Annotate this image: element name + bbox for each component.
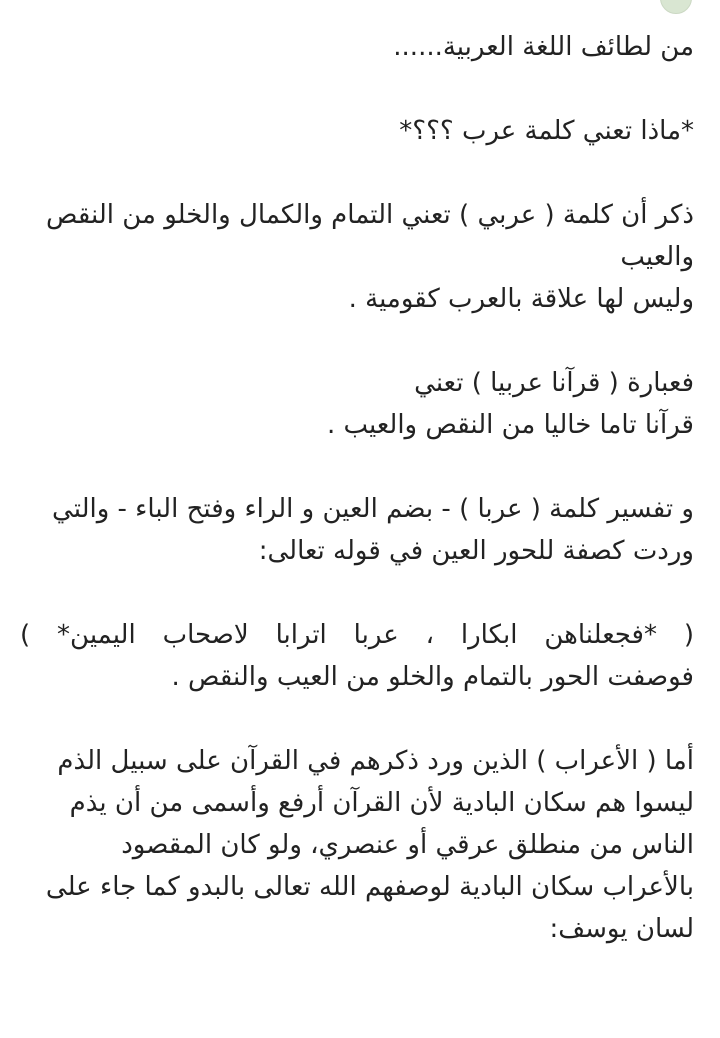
paragraph-gap xyxy=(20,68,694,110)
message-line: أما ( الأعراب ) الذين ورد ذكرهم في القرآن على سبيل الذم xyxy=(57,746,694,776)
paragraph-gap xyxy=(20,152,694,194)
avatar xyxy=(660,0,692,14)
message-text xyxy=(20,26,694,950)
message-line: فعبارة ( قرآنا عربيا ) تعني xyxy=(414,368,694,398)
message-line: ليسوا هم سكان البادية لأن القرآن أرفع وأسمى من أن يذم xyxy=(69,788,694,818)
message-line-question: *ماذا تعني كلمة عرب ؟؟؟* xyxy=(399,116,694,146)
message-line: الناس من منطلق عرقي أو عنصري، ولو كان المقصود xyxy=(121,830,694,860)
message-line: وردت كصفة للحور العين في قوله تعالى: xyxy=(258,536,694,566)
message-line: قرآنا تاما خاليا من النقص والعيب . xyxy=(326,410,694,440)
paragraph-gap xyxy=(20,572,694,614)
message-line: والعيب xyxy=(620,242,694,272)
message-line: و تفسير كلمة ( عربا ) - بضم العين و الراء وفتح الباء - والتي xyxy=(52,494,694,524)
paragraph-gap xyxy=(20,320,694,362)
paragraph-gap xyxy=(20,698,694,740)
message-line: لسان يوسف: xyxy=(549,914,694,944)
paragraph-gap xyxy=(20,446,694,488)
message-line: وليس لها علاقة بالعرب كقومية . xyxy=(348,284,694,314)
message-line: فوصفت الحور بالتمام والخلو من العيب والنقص . xyxy=(171,662,694,692)
message-line: ذكر أن كلمة ( عربي ) تعني التمام والكمال والخلو من النقص xyxy=(45,200,694,230)
message-line-heading: من لطائف اللغة العربية...... xyxy=(393,32,694,62)
quran-quote-line: ( *فجعلناهن ابكارا ، عربا اترابا لاصحاب اليمين* ) xyxy=(20,620,694,650)
message-line: بالأعراب سكان البادية لوصفهم الله تعالى بالبدو كما جاء على xyxy=(45,872,694,902)
